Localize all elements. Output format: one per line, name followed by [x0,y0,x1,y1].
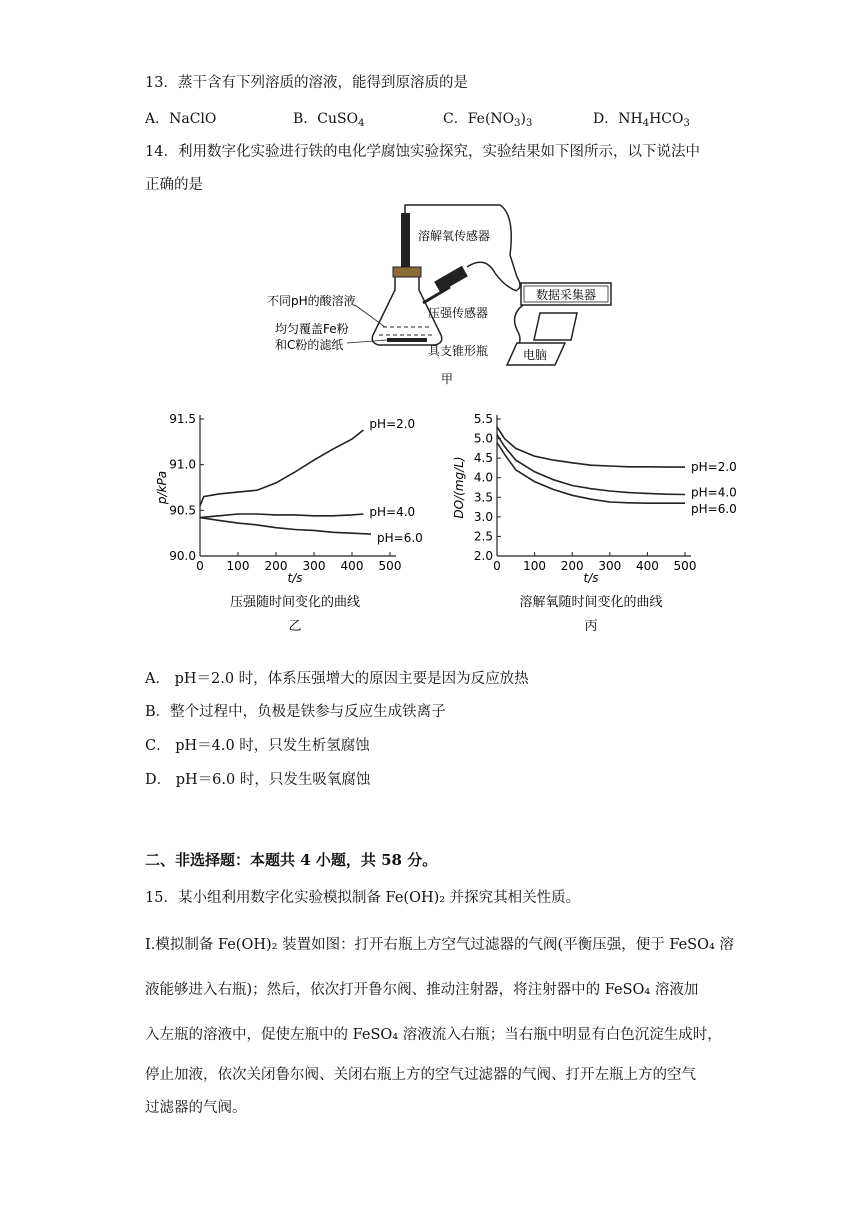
q14-stem-line1: 14．利用数字化实验进行铁的电化学腐蚀实验探究，实验结果如下图所示，以下说法中 [145,144,700,160]
y-tick-label: 3.5 [473,490,493,505]
x-tick-label: 100 [226,559,250,573]
series-label-3: pH=6.0 [691,502,737,517]
stopper [393,267,421,277]
y-tick-label: 5.0 [473,431,493,446]
q15-line3: 液能够进入右瓶)；然后，依次打开鲁尔阀、推动注射器，将注射器中的 FeSO₄ 溶液加 [145,982,699,998]
y-axis-label: p/kPa [155,470,169,505]
x-tick-label: 300 [598,559,622,573]
y-tick-label: 4.5 [473,451,493,466]
filter-label-2: 和C粉的滤纸 [275,338,344,352]
x-tick-label: 200 [560,559,584,573]
series-label-2: pH=4.0 [369,504,416,519]
section-2-title: 二、非选择题：本题共 4 小题，共 58 分。 [145,851,438,869]
q13-stem: 13．蒸干含有下列溶质的溶液，能得到原溶质的是 [145,75,468,91]
series-label-1: pH=2.0 [369,416,416,431]
computer-label: 电脑 [522,348,548,362]
pressure-sensor-label: 压强传感器 [428,306,489,320]
x-tick-label: 0 [196,559,204,573]
q14-option-b: B．整个过程中，负极是铁参与反应生成铁离子 [145,704,446,720]
acid-label: 不同pH的酸溶液 [267,294,356,308]
q15-line5: 停止加液，依次关闭鲁尔阀、关闭右瓶上方的空气过滤器的气阀、打开左瓶上方的空气 [145,1067,696,1083]
chart-caption: 丙 [584,619,598,634]
filter-label-1: 均匀覆盖Fe粉 [275,322,349,336]
series-label-1: pH=2.0 [691,460,737,475]
q13-option-c: C．$Fe(NO_3)_3$ [443,111,533,129]
q15-line1: 15．某小组利用数字化实验模拟制备 Fe(OH)₂ 并探究其相关性质。 [145,890,581,906]
y-tick-label: 90.0 [169,549,196,563]
oxygen-chart [440,405,750,637]
series-line-2 [200,514,363,518]
y-tick-label: 2.0 [473,549,493,563]
q14-option-c: C． pH＝4.0 时，只发生析氢腐蚀 [145,738,370,754]
x-axis-label: t/s [287,571,303,585]
chart-title: 压强随时间变化的曲线 [229,595,361,610]
y-tick-label: 2.5 [473,529,493,544]
q13-option-b: B．CuSO$_4$ [293,111,365,129]
x-tick-label: 500 [673,559,697,573]
q15-line6: 过滤器的气阀。 [145,1100,247,1116]
q13-option-a: A．NaClO [145,111,217,127]
series-line-1 [497,427,685,467]
series-line-3 [200,518,371,535]
y-tick-label: 5.5 [473,412,493,426]
q13-option-d: D．$NH_4HCO_3$ [593,111,690,129]
q14-option-a: A． pH＝2.0 时，体系压强增大的原因主要是因为反应放热 [145,671,529,687]
q15-line4: 入左瓶的溶液中，促使左瓶中的 FeSO₄ 溶液流入右瓶；当右瓶中明显有白色沉淀生成时， [145,1027,722,1043]
do-sensor-label: 溶解氧传感器 [418,229,491,243]
y-tick-label: 91.0 [169,457,196,472]
q14-option-d: D． pH＝6.0 时，只发生吸氧腐蚀 [145,772,371,788]
chart-caption: 乙 [288,619,302,634]
x-tick-label: 200 [264,559,288,573]
series-label-2: pH=4.0 [691,485,737,500]
x-tick-label: 400 [635,559,659,573]
flask-label: 具支锥形瓶 [428,344,489,358]
q14-stem-line2: 正确的是 [145,177,203,193]
series-label-3: pH=6.0 [377,531,423,546]
computer-screen [534,313,577,340]
y-tick-label: 3.0 [473,509,493,524]
x-axis-label: t/s [583,571,599,585]
figure-caption-jia: 甲 [440,372,454,386]
x-tick-label: 500 [378,559,402,573]
y-tick-label: 90.5 [169,503,196,518]
y-tick-label: 91.5 [169,412,196,426]
q15-line2: Ⅰ.模拟制备 Fe(OH)₂ 装置如图：打开右瓶上方空气过滤器的气阀(平衡压强，便于 FeSO₄ 溶 [145,937,734,953]
x-tick-label: 0 [493,559,501,573]
pressure-sensor [434,266,468,292]
data-collector-label: 数据采集器 [535,288,597,302]
x-tick-label: 100 [523,559,547,573]
y-axis-label: DO/(mg/L) [452,456,466,519]
x-tick-label: 300 [302,559,326,573]
pressure-chart [150,405,440,637]
y-tick-label: 4.0 [473,470,493,485]
apparatus-diagram [255,195,635,395]
x-tick-label: 400 [340,559,364,573]
series-line-1 [200,430,363,506]
filter-paper [387,338,427,342]
chart-title: 溶解氧随时间变化的曲线 [519,595,663,610]
